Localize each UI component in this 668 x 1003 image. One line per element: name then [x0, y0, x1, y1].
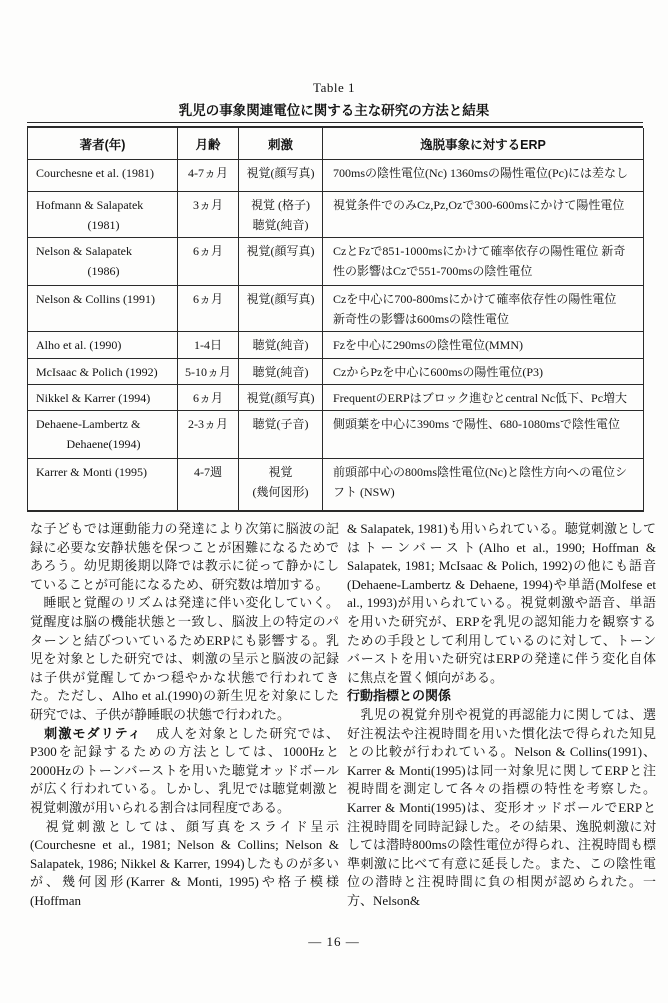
paragraph: & Salapatek, 1981)も用いられている。聴覚刺激としてはトーンバースト(Alho et al., 1990; Hoffman & Salapatek, 1981; McIsaac & Polich, 1992)の他にも語音(Dehaene-Lambertz & Dehaene, 1994)や単語(Molfese et al., 1993)が用いられている。視覚刺激や語音、単語を用いた研究が、ERPを乳児の認知能力を観察するための手段として利用しているのに対して、トーンバーストを用いた研究はERPの発達に伴う変化自体に焦点を置く傾向がある。 — [347, 521, 656, 685]
erp-cell: 側頭葉を中心に390ms で陽性、680-1080msで陰性電位 — [323, 411, 644, 459]
erp-cell: FrequentのERPはブロック進むとcentral Nc低下、Pc増大 — [323, 385, 644, 411]
age-cell: 4-7ヵ月 — [178, 160, 239, 192]
age-cell: 1-4日 — [178, 332, 239, 359]
table-row — [28, 238, 644, 286]
erp-cell: Fzを中心に290msの陰性電位(MMN) — [323, 332, 644, 359]
author-cell: Karrer & Monti (1995) — [28, 459, 178, 511]
age-cell: 5-10ヵ月 — [178, 359, 239, 385]
age-cell: 6ヵ月 — [178, 385, 239, 411]
stimulus-cell: 視覚 (幾何図形) — [239, 459, 323, 511]
table-row — [28, 359, 644, 385]
stimulus-cell: 視覚(顔写真) — [239, 385, 323, 411]
table-header-row — [28, 128, 644, 160]
table-caption — [0, 80, 668, 119]
age-cell: 2-3ヵ月 — [178, 411, 239, 459]
column-header: 刺激 — [239, 128, 323, 160]
paragraph: 視覚刺激としては、顔写真をスライド呈示(Courchesne et al., 1981; Nelson & Collins; Nelson & Salapatek, 1986; Nikkel & Karrer, 1994)したものが多いが、幾何図形(Karrer & Monti, 1995)や格子模様(Hoffman — [30, 818, 339, 908]
table-row — [28, 286, 644, 332]
erp-cell: CzとFzで851-1000msにかけて確率依存の陽性電位 新奇性の影響はCzで551-700msの陰性電位 — [323, 238, 644, 286]
author-cell: Dehaene-Lambertz & Dehaene(1994) — [28, 411, 178, 459]
table-row — [28, 385, 644, 411]
column-header: 逸脱事象に対するERP — [323, 128, 644, 160]
stimulus-cell: 視覚 (格子) 聴覚(純音) — [239, 192, 323, 238]
paragraph: 刺激モダリティ 成人を対象とした研究では、P300を記録するための方法としては、1000Hzと2000Hzのトーンバーストを用いた聴覚オッドボールが広く行われている。しかし、乳児では聴覚刺激と視覚刺激が用いられる割合は同程度である。 — [30, 725, 339, 815]
erp-cell: 700msの陰性電位(Nc) 1360msの陽性電位(Pc)には差なし — [323, 160, 644, 192]
erp-cell: 前頭部中心の800ms陰性電位(Nc)と陰性方向への電位シフト (NSW) — [323, 459, 644, 511]
table-row — [28, 160, 644, 192]
erp-cell: 視覚条件でのみCz,Pz,Ozで300-600msにかけて陽性電位 — [323, 192, 644, 238]
paragraph: 睡眠と覚醒のリズムは発達に伴い変化していく。覚醒度は脳の機能状態と一致し、脳波上の特定のパターンと結びついているためERPにも影響する。乳児を対象とした研究では、刺激の呈示と脳波の記録は子供が覚醒してかつ穏やかな状態で行われてきた。ただし、Alho et al.(1990)の新生児を対象にした研究では、子供が静睡眠の状態で行われた。 — [30, 595, 339, 722]
table-row — [28, 192, 644, 238]
stimulus-cell: 視覚(顔写真) — [239, 286, 323, 332]
age-cell: 4-7週 — [178, 459, 239, 511]
table-caption-label: Table 1 — [313, 80, 355, 95]
body-right-column — [347, 520, 656, 910]
section-heading: 行動指標との関係 — [347, 688, 452, 704]
page-number: — 16 — — [308, 934, 360, 949]
age-cell: 6ヵ月 — [178, 238, 239, 286]
column-header: 月齢 — [178, 128, 239, 160]
stimulus-cell: 聴覚(子音) — [239, 411, 323, 459]
paragraph: な子どもでは運動能力の発達により次第に脳波の記録に必要な安静状態を保つことが困難になるためであろう。幼児期後期以降では教示に従って静かにしていることが可能になるため、研究数は増加する。 — [30, 521, 339, 592]
author-cell: Hofmann & Salapatek (1981) — [28, 192, 178, 238]
column-header: 著者(年) — [28, 128, 178, 160]
table-row — [28, 332, 644, 359]
erp-study-table — [27, 128, 644, 512]
table-row — [28, 459, 644, 511]
body-left-column — [30, 520, 339, 910]
erp-cell: CzからPzを中心に600msの陽性電位(P3) — [323, 359, 644, 385]
stimulus-cell: 聴覚(純音) — [239, 359, 323, 385]
author-cell: Nelson & Collins (1991) — [28, 286, 178, 332]
paragraph: 乳児の視覚弁別や視覚的再認能力に関しては、選好注視法や注視時間を用いた慣化法で得られた知見との比較が行われている。Nelson & Collins(1991)、Karrer & Monti(1995)は同一対象児に関してERPと注視時間を測定して各々の指標の特性を考察した。Karrer & Monti(1995)は、変形オッドボールでERPと注視時間を同時記録した。その結果、逸脱刺激に対しては潜時800msの陰性電位が得られ、注視時間も標準刺激に比べて有意に延長した。また、この陰性電位の潜時と注視時間に負の相関が認められた。一方、Nelson& — [347, 706, 656, 908]
table-caption-title: 乳児の事象関連電位に関する主な研究の方法と結果 — [178, 103, 490, 118]
author-cell: Alho et al. (1990) — [28, 332, 178, 359]
author-cell: Nelson & Salapatek (1986) — [28, 238, 178, 286]
runin-heading: 刺激モダリティ — [30, 725, 142, 741]
table-row — [28, 411, 644, 459]
stimulus-cell: 聴覚(純音) — [239, 332, 323, 359]
stimulus-cell: 視覚(顔写真) — [239, 160, 323, 192]
stimulus-cell: 視覚(顔写真) — [239, 238, 323, 286]
author-cell: McIsaac & Polich (1992) — [28, 359, 178, 385]
author-cell: Courchesne et al. (1981) — [28, 160, 178, 192]
author-cell: Nikkel & Karrer (1994) — [28, 385, 178, 411]
erp-cell: Czを中心に700-800msにかけて確率依存性の陽性電位 新奇性の影響は600msの陰性電位 — [323, 286, 644, 332]
age-cell: 6ヵ月 — [178, 286, 239, 332]
age-cell: 3ヵ月 — [178, 192, 239, 238]
results-table — [27, 122, 643, 512]
table-body — [28, 160, 644, 511]
